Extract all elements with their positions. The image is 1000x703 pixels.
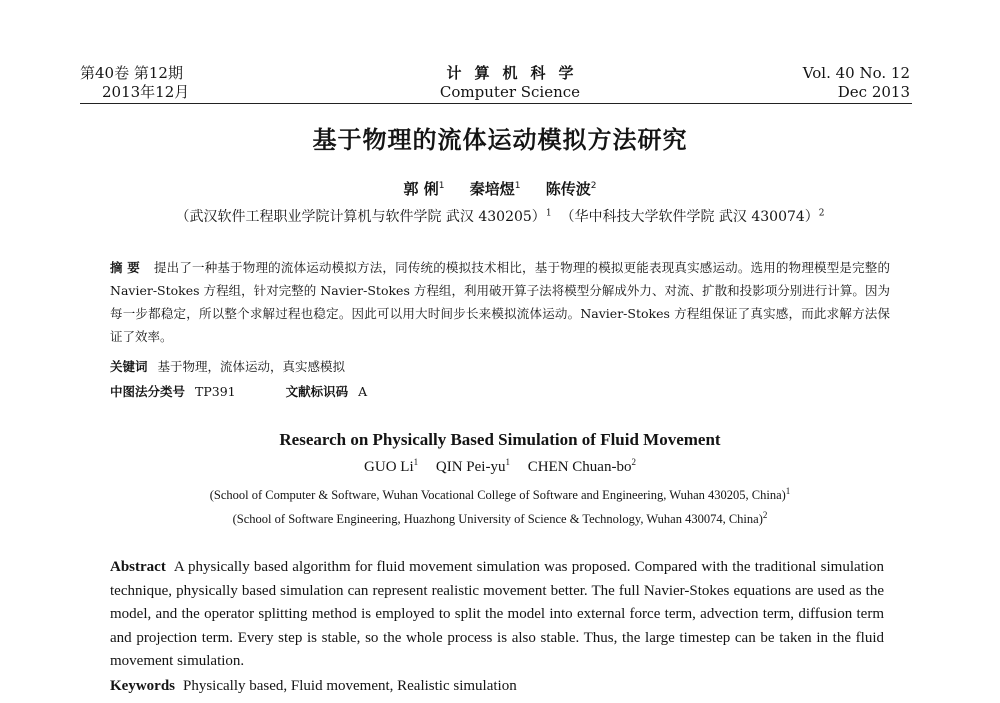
author-en: GUO Li$^1$ [364,457,419,475]
abstract-en [110,556,884,674]
abstract-label-cn: 摘 要 [110,260,140,275]
publication-date-cn: 2013年12月 [102,83,190,101]
journal-name-cn: 计算机科学 [446,64,587,82]
doc-code-label: 文献标识码 [285,384,349,399]
author-en: QIN Pei-$yu^1$ [435,457,510,475]
keywords-text-en: Physically based, Fluid movement, Realistic simulation [183,678,517,694]
keywords-text-cn: 基于物理，流体运动，真实感模拟 [157,359,346,374]
author-cn: 郭 俐$^1$ [403,180,445,198]
author-list-en [0,457,1000,476]
journal-header-center [400,64,620,102]
classification-cn [110,382,890,400]
journal-header-left [80,64,189,102]
paper-title-en: Research on Physically Based Simulation of Fluid Movement [279,430,721,449]
abstract-text-en: A physically based algorithm for fluid movement simulation was proposed. Compared with the traditional simulation technique, physically based simulation can represent realistic movement better. The full Navier-Stokes equations are used as the model, and the operator splitting method is employed to split the model into external force term, advection term, diffusion term and projection term. Every step is stable, so the whole process is also stable. Thus, the large timestep can be taken in the fluid movement simulation. [110,559,884,670]
author-en: CHEN Chuan-$bo^2$ [527,457,636,475]
author-cn: 陈传波$^2$ [545,180,597,198]
affiliation-en-2: (School of Software Engineering, Huazhong University of Science & Technology, Wuhan 430074, China)$^2$ [232,510,768,527]
volume-issue-cn: 第40卷 第12期 [80,64,183,82]
abstract-text-cn: 提出了一种基于物理的流体运动模拟方法，同传统的模拟技术相比，基于物理的模拟更能表现真实感运动。选用的物理模型是完整的 Navier-Stokes 方程组，针对完整的 Navier-Stokes 方程组，利用破开算子法将模型分解成外力、对流、扩散和投影项分别进行计算。因为每一步都稳定，所以整个求解过程也稳定。因此可以用大时间步长来模拟流体运动。Navier-Stokes 方程组保证了真实感，而此求解方法保证了效率。 [110,260,890,344]
abstract-cn [110,256,890,348]
affiliations-cn: （武汉软件工程职业学院计算机与软件学院 武汉 430205）$^1$ （华中科技大学软件学院 武汉 430074）$^2$ [175,208,825,225]
author-cn: 秦培煜$^1$ [469,180,521,198]
author-list-cn [0,178,1000,199]
journal-name-en: Computer Science [439,83,581,101]
doc-code-value: A [358,384,368,399]
keywords-en [110,678,884,695]
keywords-label-cn: 关键词 [110,359,148,374]
journal-header-right [803,64,910,102]
header-divider [80,103,912,104]
paper-title-cn: 基于物理的流体运动模拟方法研究 [312,126,688,154]
affiliation-en-1: (School of Computer & Software, Wuhan Vocational College of Software and Engineering, Wuhan 430205, China)$^1$ [209,486,791,503]
clc-value: TP391 [195,384,236,399]
clc-label: 中图法分类号 [110,384,186,399]
volume-issue-en: Vol. 40 No. 12 [802,64,910,82]
abstract-label-en: Abstract [110,559,166,575]
keywords-cn [110,357,890,375]
keywords-label-en: Keywords [110,678,175,694]
publication-date-en: Dec 2013 [837,83,910,101]
